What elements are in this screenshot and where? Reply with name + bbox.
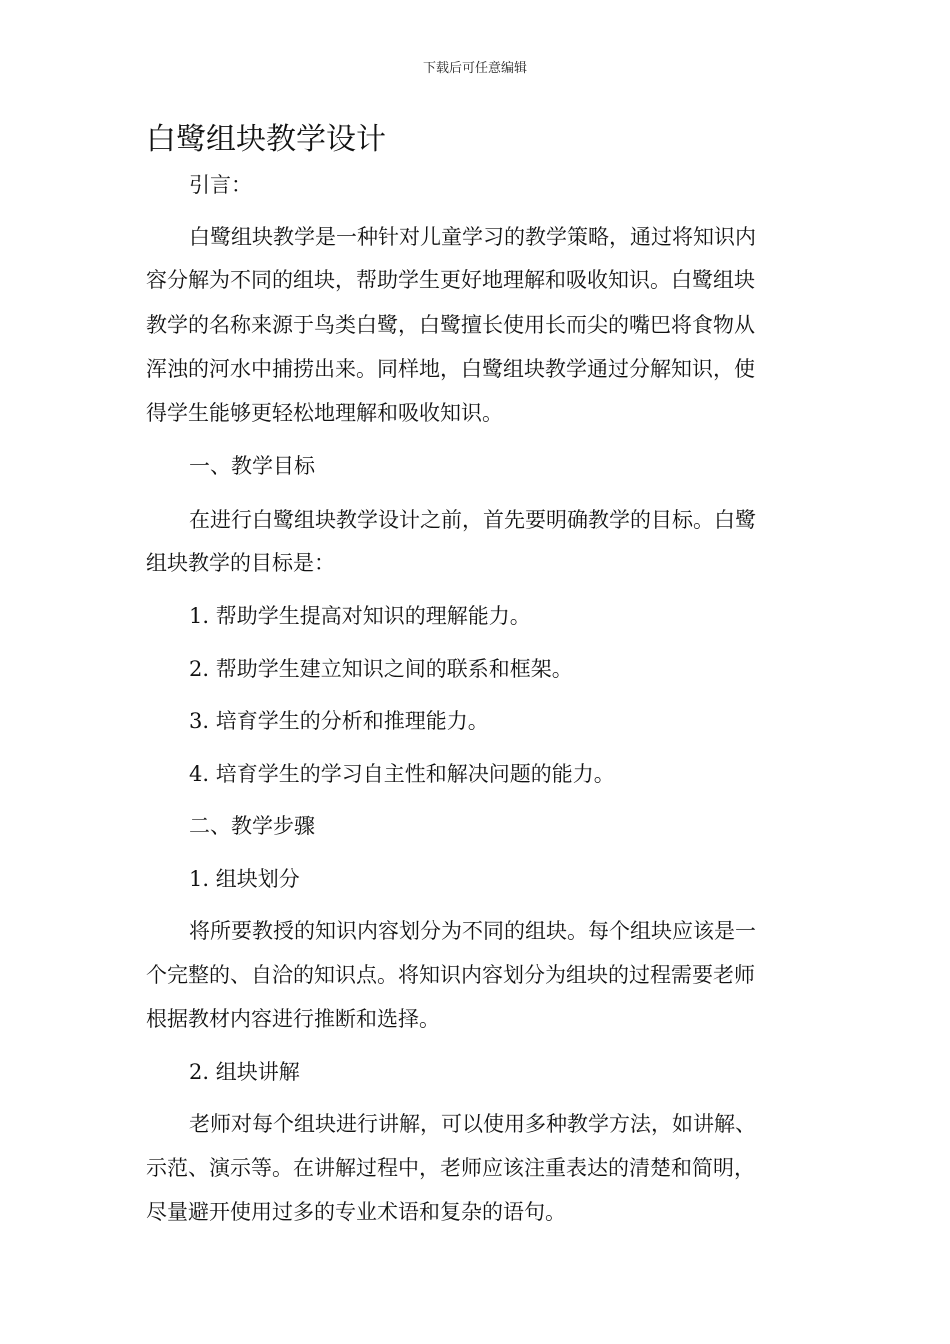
paragraph-line: 示范、演示等。在讲解过程中，老师应该注重表达的清楚和简明， [146, 1156, 755, 1180]
intro-label: 引言： [189, 173, 252, 197]
list-item: 3. 培育学生的分析和推理能力。 [189, 709, 489, 733]
header-note: 下载后可任意编辑 [422, 61, 527, 76]
paragraph-line: 将所要教授的知识内容划分为不同的组块。每个组块应该是一 [189, 919, 756, 943]
paragraph-line: 得学生能够更轻松地理解和吸收知识。 [146, 401, 503, 425]
section-heading-steps: 二、教学步骤 [189, 814, 315, 838]
list-item: 4. 培育学生的学习自主性和解决问题的能力。 [189, 762, 615, 786]
paragraph-line: 个完整的、自洽的知识点。将知识内容划分为组块的过程需要老师 [146, 963, 755, 987]
paragraph-line: 浑浊的河水中捕捞出来。同样地，白鹭组块教学通过分解知识，使 [146, 357, 755, 381]
step-heading-chunking: 1. 组块划分 [189, 867, 300, 891]
paragraph-line: 尽量避开使用过多的专业术语和复杂的语句。 [146, 1200, 566, 1224]
paragraph-line: 容分解为不同的组块，帮助学生更好地理解和吸收知识。白鹭组块 [146, 268, 755, 292]
step-heading-explaining: 2. 组块讲解 [189, 1060, 300, 1084]
paragraph-line: 在进行白鹭组块教学设计之前，首先要明确教学的目标。白鹭 [189, 508, 756, 532]
document-title: 白鹭组块教学设计 [146, 122, 386, 157]
paragraph-line: 老师对每个组块进行讲解，可以使用多种教学方法，如讲解、 [189, 1112, 756, 1136]
paragraph-line: 根据教材内容进行推断和选择。 [146, 1007, 440, 1031]
list-item: 1. 帮助学生提高对知识的理解能力。 [189, 604, 531, 628]
list-item: 2. 帮助学生建立知识之间的联系和框架。 [189, 657, 573, 681]
paragraph-line: 白鹭组块教学是一种针对儿童学习的教学策略，通过将知识内 [189, 225, 756, 249]
paragraph-line: 教学的名称来源于鸟类白鹭，白鹭擅长使用长而尖的嘴巴将食物从 [146, 313, 755, 337]
paragraph-line: 组块教学的目标是： [146, 551, 335, 575]
section-heading-goals: 一、教学目标 [189, 454, 315, 478]
